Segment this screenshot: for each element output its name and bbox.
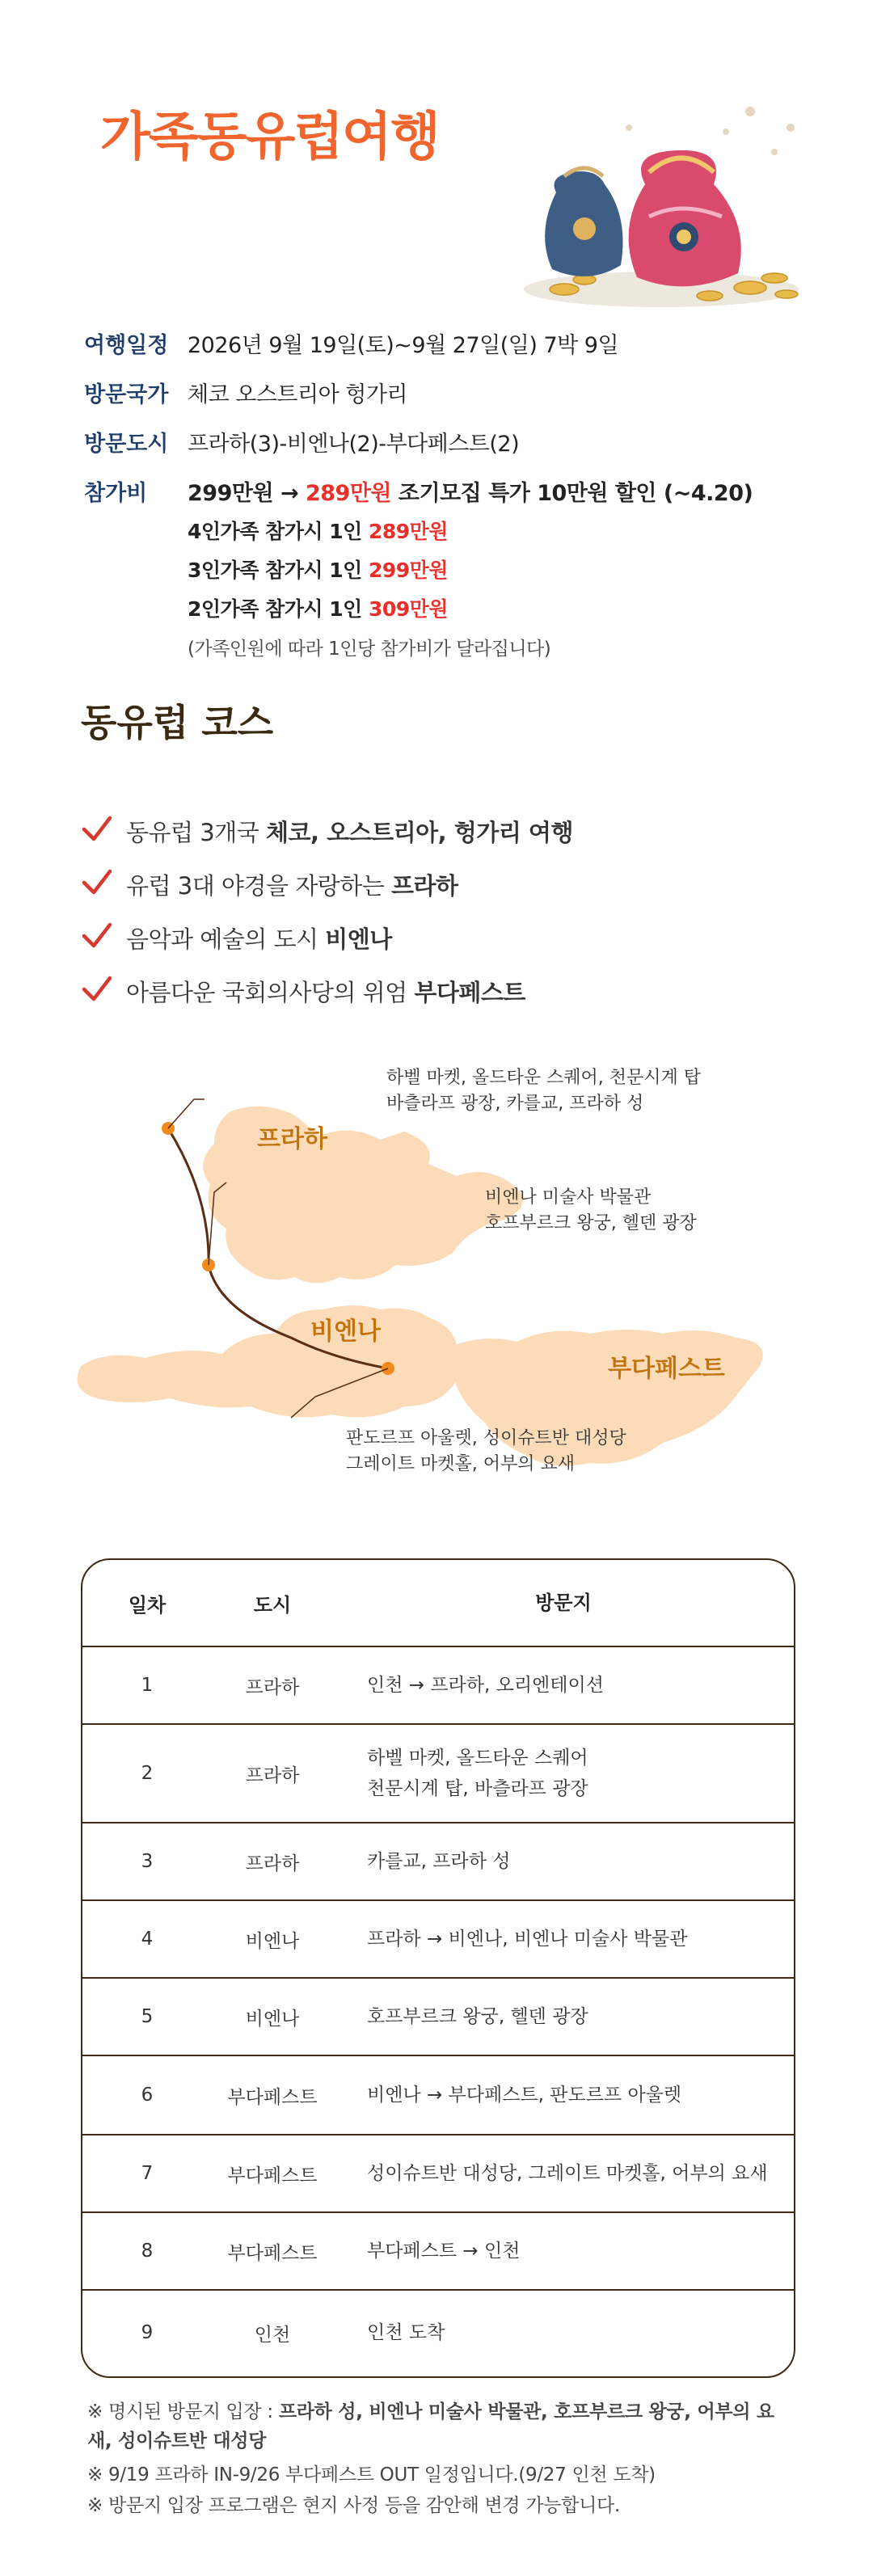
czech-land (203, 1107, 523, 1284)
course-item-4-text: 아름다운 국회의사당의 위엄 (126, 979, 415, 1006)
table-row (82, 1901, 794, 1979)
fee-main-line (188, 475, 753, 507)
course-item-1-strong: 체코, 오스트리아, 헝가리 여행 (265, 819, 573, 846)
countries-value: 체코 오스트리아 헝가리 (188, 382, 407, 407)
check-icon (81, 813, 113, 845)
fee-original: 299만원 (188, 481, 274, 506)
row-day: 6 (141, 2085, 154, 2106)
header-day: 일차 (128, 1593, 167, 1617)
map-desc-vienna-1: 비엔나 미술사 박물관 (485, 1187, 652, 1208)
check-icon (81, 920, 113, 952)
row-visit: 호프부르크 왕궁, 헬덴 광장 (367, 2006, 588, 2027)
row-visit: 프라하 → 비엔나, 비엔나 미술사 박물관 (367, 1929, 688, 1950)
row-city: 프라하 (245, 1676, 300, 1698)
map-desc-vienna-2: 호프부르크 왕궁, 헬덴 광장 (485, 1213, 697, 1233)
map-label-vienna: 비엔나 (310, 1318, 381, 1346)
fee-promo: 조기모집 특가 10만원 할인 (~4.20) (398, 481, 753, 506)
table-row (82, 1725, 794, 1823)
table-row (82, 2135, 794, 2213)
row-day: 5 (141, 2006, 154, 2027)
row-visit: 인천 도착 (367, 2322, 445, 2343)
course-item-3-text: 음악과 예술의 도시 (126, 925, 326, 953)
row-day: 3 (141, 1851, 154, 1872)
table-row (82, 2056, 794, 2135)
course-item-4-strong: 부다페스트 (414, 979, 525, 1006)
map-label-prague: 프라하 (257, 1125, 327, 1153)
row-day: 9 (141, 2322, 154, 2343)
map-desc-vienna (485, 1185, 697, 1237)
fee-family3-price: 299만원 (368, 559, 448, 582)
note-entry (87, 2397, 799, 2456)
fee-note: (가족인원에 따라 1인당 참가비가 달라집니다) (188, 639, 551, 660)
note-change: ※ 방문지 입장 프로그램은 현지 사정 등을 감안해 변경 가능합니다. (87, 2495, 620, 2516)
fee-arrow: → (280, 481, 299, 506)
table-row (82, 1647, 794, 1725)
row-visit: 성이슈트반 대성당, 그레이트 마켓홀, 어부의 요새 (367, 2163, 768, 2184)
fee-family2-price: 309만원 (368, 597, 448, 621)
fee-discounted: 289만원 (305, 481, 391, 506)
row-city: 프라하 (245, 1764, 300, 1786)
page-title: 가족동유럽여행 (100, 108, 439, 167)
row-city: 부다페스트 (227, 2165, 318, 2186)
course-item-3 (126, 921, 392, 955)
note-entry-prefix: ※ 명시된 방문지 입장 : (87, 2401, 279, 2422)
table-header (82, 1560, 794, 1647)
note-entry-places: 프라하 성, 비엔나 미술사 박물관, 호프부르크 왕궁, 어부의 요새, 성이슈트반 대성당 (87, 2401, 774, 2452)
row-visit: 인천 → 프라하, 오리엔테이션 (367, 1675, 604, 1696)
fee-family3 (188, 554, 448, 584)
row-visit: 부다페스트 → 인천 (367, 2241, 521, 2262)
row-city: 비엔나 (245, 1930, 300, 1952)
map-desc-prague (386, 1065, 701, 1117)
fee-family4-label: 4인가족 참가시 1인 (188, 520, 362, 543)
row-day: 1 (141, 1675, 154, 1696)
schedule-label: 여행일정 (84, 333, 169, 358)
row-visit: 카를교, 프라하 성 (367, 1851, 511, 1872)
map-desc-prague-1: 하벨 마켓, 올드타운 스퀘어, 천문시계 탑 (386, 1068, 701, 1088)
fee-family2-label: 2인가족 참가시 1인 (188, 597, 362, 621)
table-row (82, 1823, 794, 1901)
map-desc-budapest-1: 판도르프 아울렛, 성이슈트반 대성당 (346, 1428, 626, 1448)
row-city: 프라하 (245, 1853, 300, 1874)
table-row (82, 2213, 794, 2291)
table-row (82, 1979, 794, 2056)
cities-label: 방문도시 (84, 432, 169, 457)
fee-family4-price: 289만원 (368, 520, 448, 543)
course-item-2-text: 유럽 3대 야경을 자랑하는 (126, 872, 391, 900)
header-city: 도시 (253, 1593, 292, 1617)
fee-family2 (188, 593, 448, 622)
lucky-bags-illustration (508, 95, 815, 314)
row-city: 인천 (254, 2324, 291, 2346)
table-row (82, 2291, 794, 2375)
check-icon (81, 973, 113, 1006)
header-visit: 방문지 (535, 1592, 592, 1614)
check-icon (81, 866, 113, 899)
map-label-budapest: 부다페스트 (608, 1355, 725, 1383)
cities-value: 프라하(3)-비엔나(2)-부다페스트(2) (188, 432, 520, 457)
map-desc-budapest-2: 그레이트 마켓홀, 어부의 요새 (346, 1454, 575, 1474)
schedule-value: 2026년 9월 19일(토)~9월 27일(일) 7박 9일 (188, 333, 619, 358)
course-item-2 (126, 868, 458, 901)
course-item-2-strong: 프라하 (390, 872, 458, 900)
map-desc-budapest (346, 1426, 626, 1478)
row-visit: 비엔나 → 부다페스트, 판도르프 아울렛 (367, 2085, 682, 2106)
row-day: 2 (141, 1763, 154, 1784)
note-schedule: ※ 9/19 프라하 IN-9/26 부다페스트 OUT 일정입니다.(9/27 인천 도착) (87, 2464, 656, 2485)
fee-label: 참가비 (84, 481, 148, 506)
row-day: 8 (141, 2241, 154, 2262)
row-visit (367, 1725, 787, 1822)
row-city: 부다페스트 (227, 2086, 318, 2108)
row-visit-line-2: 천문시계 탑, 바츨라프 광장 (367, 1778, 588, 1799)
course-item-3-strong: 비엔나 (325, 925, 392, 953)
course-item-4 (126, 975, 525, 1008)
course-item-1 (126, 815, 573, 848)
course-item-1-text: 동유럽 3개국 (126, 819, 266, 846)
row-visit-line-1: 하벨 마켓, 올드타운 스퀘어 (367, 1748, 588, 1769)
fee-family3-label: 3인가족 참가시 1인 (188, 559, 362, 582)
row-day: 7 (141, 2163, 154, 2184)
itinerary-table (81, 1558, 795, 2378)
row-day: 4 (141, 1929, 154, 1950)
course-title: 동유럽 코스 (81, 701, 274, 744)
countries-label: 방문국가 (84, 382, 169, 407)
row-city: 부다페스트 (227, 2242, 318, 2264)
fee-family4 (188, 516, 448, 545)
map-desc-prague-2: 바츨라프 광장, 카를교, 프라하 성 (386, 1094, 644, 1114)
row-city: 비엔나 (245, 2008, 300, 2030)
austria-land (78, 1305, 462, 1417)
